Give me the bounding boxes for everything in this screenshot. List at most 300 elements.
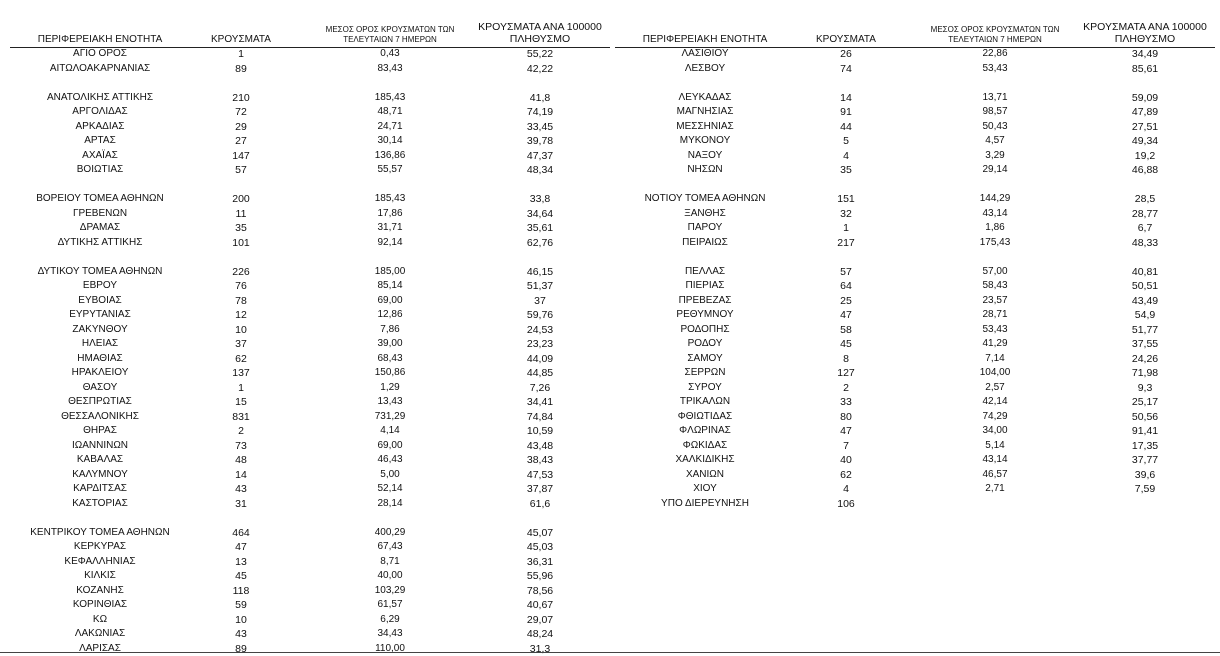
header-7day-average-line2: ΤΕΛΕΥΤΑΙΩΝ 7 ΗΜΕΡΩΝ <box>343 35 437 44</box>
per-100k-value: 27,51 <box>1131 120 1159 133</box>
average-value: 5,00 <box>380 468 400 480</box>
per-100k-value: 37,87 <box>526 483 554 495</box>
per-100k-value: 71,98 <box>1131 367 1159 379</box>
region-name: ΧΑΛΚΙΔΙΚΗΣ <box>675 454 735 465</box>
region-name: ΠΕΛΛΑΣ <box>684 265 726 277</box>
table-row <box>615 149 1215 164</box>
cases-value: 1 <box>238 48 244 60</box>
cases-value: 47 <box>235 541 247 553</box>
average-value: 34,00 <box>982 425 1008 436</box>
table-row <box>615 381 1215 396</box>
average-value: 13,43 <box>377 396 403 407</box>
average-value: 110,00 <box>375 642 405 654</box>
header-region: ΠΕΡΙΦΕΡΕΙΑΚΗ ΕΝΟΤΗΤΑ <box>642 34 768 45</box>
region-name: ΦΘΙΩΤΙΔΑΣ <box>677 410 733 422</box>
table-row <box>615 366 1215 381</box>
region-name: ΚΕΦΑΛΛΗΝΙΑΣ <box>64 555 136 567</box>
per-100k-value: 46,15 <box>526 265 554 278</box>
region-name: ΑΧΑΪΑΣ <box>82 149 118 161</box>
header-7day-average <box>315 25 465 45</box>
table-row <box>615 482 1215 497</box>
cases-value: 8 <box>843 352 849 365</box>
per-100k-value: 61,6 <box>529 497 551 510</box>
average-value: 17,86 <box>377 207 403 219</box>
region-name: ΕΒΡΟΥ <box>82 280 118 291</box>
table-row <box>615 91 1215 106</box>
table-row <box>10 497 610 512</box>
average-value: 46,43 <box>377 454 403 465</box>
per-100k-value: 51,37 <box>526 280 554 292</box>
region-name: ΚΟΡΙΝΘΙΑΣ <box>72 599 128 610</box>
table-row <box>615 395 1215 410</box>
cases-value: 15 <box>235 396 247 408</box>
average-value: 85,14 <box>377 280 403 291</box>
region-name: ΒΟΙΩΤΙΑΣ <box>76 164 124 175</box>
cases-value: 5 <box>843 135 849 147</box>
table-row <box>10 308 610 323</box>
average-value: 2,71 <box>985 483 1005 494</box>
per-100k-value: 41,8 <box>529 91 551 104</box>
cases-value: 1 <box>238 381 244 394</box>
average-value: 24,71 <box>377 120 403 132</box>
table-row <box>10 265 610 280</box>
table-row <box>615 352 1215 367</box>
region-name: ΛΕΣΒΟΥ <box>684 62 726 74</box>
per-100k-value: 42,22 <box>526 62 554 75</box>
average-value: 13,71 <box>982 91 1008 103</box>
per-100k-value: 50,56 <box>1131 410 1159 423</box>
left-table-header <box>10 0 610 48</box>
average-value: 0,43 <box>380 48 400 59</box>
table-row <box>10 91 610 106</box>
average-value: 4,57 <box>985 135 1005 146</box>
cases-value: 200 <box>232 193 250 205</box>
per-100k-value: 74,19 <box>526 106 554 118</box>
cases-value: 59 <box>235 599 247 611</box>
cases-value: 27 <box>235 135 247 147</box>
region-name: ΙΩΑΝΝΙΝΩΝ <box>71 439 129 451</box>
average-value: 30,14 <box>377 135 403 146</box>
per-100k-value: 59,09 <box>1131 91 1159 104</box>
cases-value: 47 <box>840 309 852 321</box>
average-value: 29,14 <box>982 164 1008 175</box>
average-value: 7,86 <box>380 323 400 335</box>
header-cases-per-100k-line1: ΚΡΟΥΣΜΑΤΑ ΑΝΑ 100000 <box>478 21 602 33</box>
cases-value: 10 <box>235 613 247 626</box>
cases-value: 80 <box>840 410 852 423</box>
average-value: 185,43 <box>374 193 406 204</box>
cases-value: 76 <box>235 280 247 292</box>
region-name: ΛΕΥΚΑΔΑΣ <box>678 91 732 103</box>
cases-value: 147 <box>232 149 250 162</box>
header-7day-average-line1: ΜΕΣΟΣ ΟΡΟΣ ΚΡΟΥΣΜΑΤΩΝ ΤΩΝ <box>325 25 455 34</box>
header-region: ΠΕΡΙΦΕΡΕΙΑΚΗ ΕΝΟΤΗΤΑ <box>37 34 163 45</box>
cases-value: 106 <box>837 497 855 510</box>
header-cases-per-100k-line2: ΠΛΗΘΥΣΜΟ <box>1114 33 1176 45</box>
average-value: 68,43 <box>377 352 403 364</box>
average-value: 22,86 <box>982 48 1008 59</box>
cases-value: 31 <box>235 497 247 510</box>
cases-value: 43 <box>235 628 247 640</box>
table-row <box>10 584 610 599</box>
per-100k-value: 33,8 <box>529 193 551 205</box>
table-row <box>615 453 1215 468</box>
cases-value: 7 <box>843 439 849 452</box>
region-name: ΑΡΓΟΛΙΔΑΣ <box>72 106 128 117</box>
table-row <box>10 395 610 410</box>
region-name: ΚΑΛΥΜΝΟΥ <box>72 468 128 480</box>
cases-value: 26 <box>840 48 852 60</box>
table-row <box>615 134 1215 149</box>
region-name: ΘΑΣΟΥ <box>82 381 118 393</box>
per-100k-value: 51,77 <box>1131 323 1159 336</box>
region-name: ΞΑΝΘΗΣ <box>684 207 726 219</box>
average-value: 43,14 <box>982 207 1008 219</box>
region-name: ΑΝΑΤΟΛΙΚΗΣ ΑΤΤΙΚΗΣ <box>46 91 154 103</box>
table-row <box>10 381 610 396</box>
cases-value: 91 <box>840 106 852 118</box>
table-row <box>615 47 1215 62</box>
average-value: 6,29 <box>380 613 400 625</box>
right-table-header <box>615 0 1215 48</box>
cases-value: 4 <box>843 483 849 495</box>
per-100k-value: 35,61 <box>526 222 554 234</box>
table-row <box>615 265 1215 280</box>
region-name: ΡΟΔΟΠΗΣ <box>680 323 730 335</box>
per-100k-value: 36,31 <box>526 555 554 568</box>
cases-value: 64 <box>840 280 852 292</box>
table-row <box>10 105 610 120</box>
per-100k-value: 47,37 <box>526 149 554 162</box>
region-name: ΘΗΡΑΣ <box>83 425 117 436</box>
per-100k-value: 47,53 <box>526 468 554 481</box>
table-row <box>615 192 1215 207</box>
region-name: ΕΥΒΟΙΑΣ <box>78 294 122 306</box>
region-name: ΚΩ <box>92 613 108 625</box>
table-row <box>615 439 1215 454</box>
average-value: 41,29 <box>982 338 1008 349</box>
region-name: ΑΙΤΩΛΟΑΚΑΡΝΑΝΙΑΣ <box>49 62 151 74</box>
cases-value: 14 <box>840 91 852 104</box>
per-100k-value: 74,84 <box>526 410 554 423</box>
per-100k-value: 33,45 <box>526 120 554 133</box>
per-100k-value: 34,64 <box>526 207 554 220</box>
table-row <box>615 410 1215 425</box>
table-row <box>10 410 610 425</box>
region-name: ΡΕΘΥΜΝΟΥ <box>676 309 734 320</box>
cases-value: 1 <box>843 222 849 234</box>
region-name: ΝΗΣΩΝ <box>687 164 723 175</box>
table-row <box>615 468 1215 483</box>
table-row <box>615 236 1215 251</box>
header-7day-average <box>920 25 1070 45</box>
region-name: ΕΥΡΥΤΑΝΙΑΣ <box>69 309 131 320</box>
per-100k-value: 55,96 <box>526 570 554 582</box>
region-name: ΚΟΖΑΝΗΣ <box>76 584 124 596</box>
region-name: ΔΡΑΜΑΣ <box>79 222 121 233</box>
cases-value: 40 <box>840 454 852 466</box>
table-row <box>615 120 1215 135</box>
bottom-divider <box>0 652 1220 653</box>
cases-value: 217 <box>837 236 855 249</box>
per-100k-value: 39,78 <box>526 135 554 147</box>
region-name: ΒΟΡΕΙΟΥ ΤΟΜΕΑ ΑΘΗΝΩΝ <box>36 193 164 204</box>
per-100k-value: 40,67 <box>526 599 554 611</box>
table-row <box>10 149 610 164</box>
cases-value: 464 <box>232 526 250 539</box>
cases-value: 11 <box>235 207 247 220</box>
cases-value: 73 <box>235 439 247 452</box>
region-name: ΝΟΤΙΟΥ ΤΟΜΕΑ ΑΘΗΝΩΝ <box>644 193 766 204</box>
cases-value: 43 <box>235 483 247 495</box>
average-value: 50,43 <box>982 120 1008 132</box>
region-name: ΜΑΓΝΗΣΙΑΣ <box>676 106 734 117</box>
average-value: 12,86 <box>377 309 403 320</box>
per-100k-value: 43,49 <box>1131 294 1159 307</box>
per-100k-value: 47,89 <box>1131 106 1159 118</box>
region-name: ΜΥΚΟΝΟΥ <box>679 135 731 146</box>
region-name: ΔΥΤΙΚΟΥ ΤΟΜΕΑ ΑΘΗΝΩΝ <box>37 265 163 277</box>
region-name: ΓΡΕΒΕΝΩΝ <box>72 207 128 219</box>
table-row <box>10 192 610 207</box>
table-row <box>10 366 610 381</box>
table-row <box>10 279 610 294</box>
average-value: 42,14 <box>982 396 1008 407</box>
cases-value: 2 <box>843 381 849 394</box>
header-7day-average-line1: ΜΕΣΟΣ ΟΡΟΣ ΚΡΟΥΣΜΑΤΩΝ ΤΩΝ <box>930 25 1060 34</box>
average-value: 43,14 <box>982 454 1008 465</box>
table-row <box>615 424 1215 439</box>
header-cases-per-100k-line1: ΚΡΟΥΣΜΑΤΑ ΑΝΑ 100000 <box>1083 21 1207 33</box>
table-row <box>10 120 610 135</box>
average-value: 3,29 <box>985 149 1005 161</box>
average-value: 92,14 <box>377 236 403 248</box>
average-value: 7,14 <box>985 352 1005 364</box>
per-100k-value: 38,43 <box>526 454 554 466</box>
region-name: ΧΙΟΥ <box>693 483 717 494</box>
table-row <box>615 207 1215 222</box>
cases-value: 101 <box>232 236 250 249</box>
cases-value: 32 <box>840 207 852 220</box>
cases-value: 44 <box>840 120 852 133</box>
table-row <box>10 294 610 309</box>
region-name: ΗΜΑΘΙΑΣ <box>77 352 123 364</box>
table-row <box>615 105 1215 120</box>
table-row <box>10 424 610 439</box>
average-value: 34,43 <box>377 628 403 639</box>
table-row <box>10 47 610 62</box>
cases-value: 127 <box>837 367 855 379</box>
cases-value: 62 <box>840 468 852 481</box>
region-name: ΛΑΣΙΘΙΟΥ <box>681 48 729 59</box>
region-name: ΚΑΒΑΛΑΣ <box>76 454 124 465</box>
region-name: ΘΕΣΣΑΛΟΝΙΚΗΣ <box>61 410 139 422</box>
region-name: ΛΑΡΙΣΑΣ <box>79 642 121 654</box>
per-100k-value: 37,77 <box>1131 454 1159 466</box>
region-name: ΚΙΛΚΙΣ <box>84 570 116 581</box>
average-value: 57,00 <box>982 265 1008 277</box>
header-cases-per-100k <box>470 21 610 45</box>
region-name: ΗΛΕΙΑΣ <box>81 338 119 349</box>
average-value: 69,00 <box>377 294 403 306</box>
cases-value: 37 <box>235 338 247 350</box>
per-100k-value: 34,49 <box>1131 48 1159 60</box>
region-name: ΚΑΡΔΙΤΣΑΣ <box>73 483 127 494</box>
region-name: ΑΓΙΟ ΟΡΟΣ <box>73 48 127 59</box>
table-row <box>10 323 610 338</box>
table-row <box>10 627 610 642</box>
average-value: 175,43 <box>979 236 1011 248</box>
per-100k-value: 44,09 <box>526 352 554 365</box>
per-100k-value: 62,76 <box>526 236 554 249</box>
cases-value: 151 <box>837 193 855 205</box>
table-row <box>10 439 610 454</box>
per-100k-value: 25,17 <box>1131 396 1159 408</box>
per-100k-value: 46,88 <box>1131 164 1159 176</box>
table-row <box>615 163 1215 178</box>
per-100k-value: 91,41 <box>1131 425 1159 437</box>
average-value: 53,43 <box>982 323 1008 335</box>
table-row <box>10 482 610 497</box>
cases-value: 78 <box>235 294 247 307</box>
region-name: ΔΥΤΙΚΗΣ ΑΤΤΙΚΗΣ <box>57 236 143 248</box>
region-name: ΧΑΝΙΩΝ <box>685 468 725 480</box>
cases-value: 35 <box>840 164 852 176</box>
header-7day-average-line2: ΤΕΛΕΥΤΑΙΩΝ 7 ΗΜΕΡΩΝ <box>948 35 1042 44</box>
cases-value: 25 <box>840 294 852 307</box>
table-row <box>10 468 610 483</box>
per-100k-value: 55,22 <box>526 48 554 60</box>
table-row <box>10 540 610 555</box>
average-value: 61,57 <box>377 599 403 610</box>
per-100k-value: 37 <box>534 294 546 307</box>
region-name: ΚΑΣΤΟΡΙΑΣ <box>72 497 128 509</box>
cases-value: 13 <box>235 555 247 568</box>
average-value: 31,71 <box>377 222 403 233</box>
cases-value: 89 <box>235 62 247 75</box>
per-100k-value: 7,59 <box>1134 483 1156 495</box>
region-name: ΠΑΡΟΥ <box>687 222 723 233</box>
average-value: 2,57 <box>985 381 1005 393</box>
cases-value: 118 <box>232 584 250 597</box>
table-row <box>10 453 610 468</box>
region-name: ΑΡΤΑΣ <box>84 135 116 146</box>
average-value: 52,14 <box>377 483 403 494</box>
average-value: 8,71 <box>380 555 400 567</box>
table-row <box>10 236 610 251</box>
average-value: 400,29 <box>374 526 406 538</box>
average-value: 185,43 <box>374 91 406 103</box>
table-row <box>615 279 1215 294</box>
average-value: 40,00 <box>377 570 403 581</box>
cases-value: 45 <box>840 338 852 350</box>
table-row <box>615 337 1215 352</box>
average-value: 39,00 <box>377 338 403 349</box>
region-name: ΖΑΚΥΝΘΟΥ <box>72 323 128 335</box>
average-value: 150,86 <box>374 367 406 378</box>
per-100k-value: 78,56 <box>526 584 554 597</box>
cases-value: 14 <box>235 468 247 481</box>
region-name: ΣΑΜΟΥ <box>687 352 723 364</box>
average-value: 5,14 <box>985 439 1005 451</box>
average-value: 55,57 <box>377 164 403 175</box>
table-row <box>615 221 1215 236</box>
table-row <box>615 323 1215 338</box>
average-value: 67,43 <box>377 541 403 552</box>
per-100k-value: 39,6 <box>1134 468 1156 481</box>
average-value: 69,00 <box>377 439 403 451</box>
per-100k-value: 19,2 <box>1134 149 1156 162</box>
per-100k-value: 45,07 <box>526 526 554 539</box>
table-row <box>10 134 610 149</box>
average-value: 98,57 <box>982 106 1008 117</box>
average-value: 1,86 <box>985 222 1005 233</box>
average-value: 1,29 <box>380 381 400 393</box>
region-name: ΠΙΕΡΙΑΣ <box>685 280 725 291</box>
average-value: 185,00 <box>374 265 406 277</box>
table-row <box>10 163 610 178</box>
table-row <box>10 62 610 77</box>
region-name: ΦΩΚΙΔΑΣ <box>682 439 728 451</box>
table-row <box>10 207 610 222</box>
average-value: 74,29 <box>982 410 1008 422</box>
region-name: ΠΕΙΡΑΙΩΣ <box>682 236 728 248</box>
cases-value: 89 <box>235 642 247 655</box>
average-value: 4,14 <box>380 425 400 436</box>
region-name: ΡΟΔΟΥ <box>687 338 723 349</box>
header-cases-per-100k-line2: ΠΛΗΘΥΣΜΟ <box>509 33 571 45</box>
region-name: ΚΕΡΚΥΡΑΣ <box>73 541 127 552</box>
per-100k-value: 59,76 <box>526 309 554 321</box>
table-row <box>615 308 1215 323</box>
average-value: 731,29 <box>374 410 406 422</box>
per-100k-value: 24,26 <box>1131 352 1159 365</box>
region-name: ΣΥΡΟΥ <box>688 381 722 393</box>
region-name: ΜΕΣΣΗΝΙΑΣ <box>676 120 734 132</box>
cases-value: 45 <box>235 570 247 582</box>
table-row <box>10 555 610 570</box>
average-value: 23,57 <box>982 294 1008 306</box>
per-100k-value: 37,55 <box>1131 338 1159 350</box>
average-value: 83,43 <box>377 62 403 74</box>
cases-value: 33 <box>840 396 852 408</box>
table-row <box>10 526 610 541</box>
table-row <box>615 497 1215 512</box>
per-100k-value: 10,59 <box>526 425 554 437</box>
region-name: ΗΡΑΚΛΕΙΟΥ <box>71 367 129 378</box>
per-100k-value: 17,35 <box>1131 439 1159 452</box>
average-value: 136,86 <box>374 149 406 161</box>
average-value: 46,57 <box>982 468 1008 480</box>
table-row <box>10 221 610 236</box>
table-row <box>10 352 610 367</box>
cases-value: 35 <box>235 222 247 234</box>
per-100k-value: 28,77 <box>1131 207 1159 220</box>
average-value: 104,00 <box>979 367 1011 378</box>
per-100k-value: 28,5 <box>1134 193 1156 205</box>
average-value: 48,71 <box>377 106 403 117</box>
per-100k-value: 85,61 <box>1131 62 1159 75</box>
per-100k-value: 23,23 <box>526 338 554 350</box>
per-100k-value: 24,53 <box>526 323 554 336</box>
average-value: 28,71 <box>982 309 1008 320</box>
table-row <box>615 294 1215 309</box>
table-row <box>10 613 610 628</box>
cases-value: 4 <box>843 149 849 162</box>
cases-value: 2 <box>238 425 244 437</box>
per-100k-value: 48,33 <box>1131 236 1159 249</box>
cases-value: 74 <box>840 62 852 75</box>
